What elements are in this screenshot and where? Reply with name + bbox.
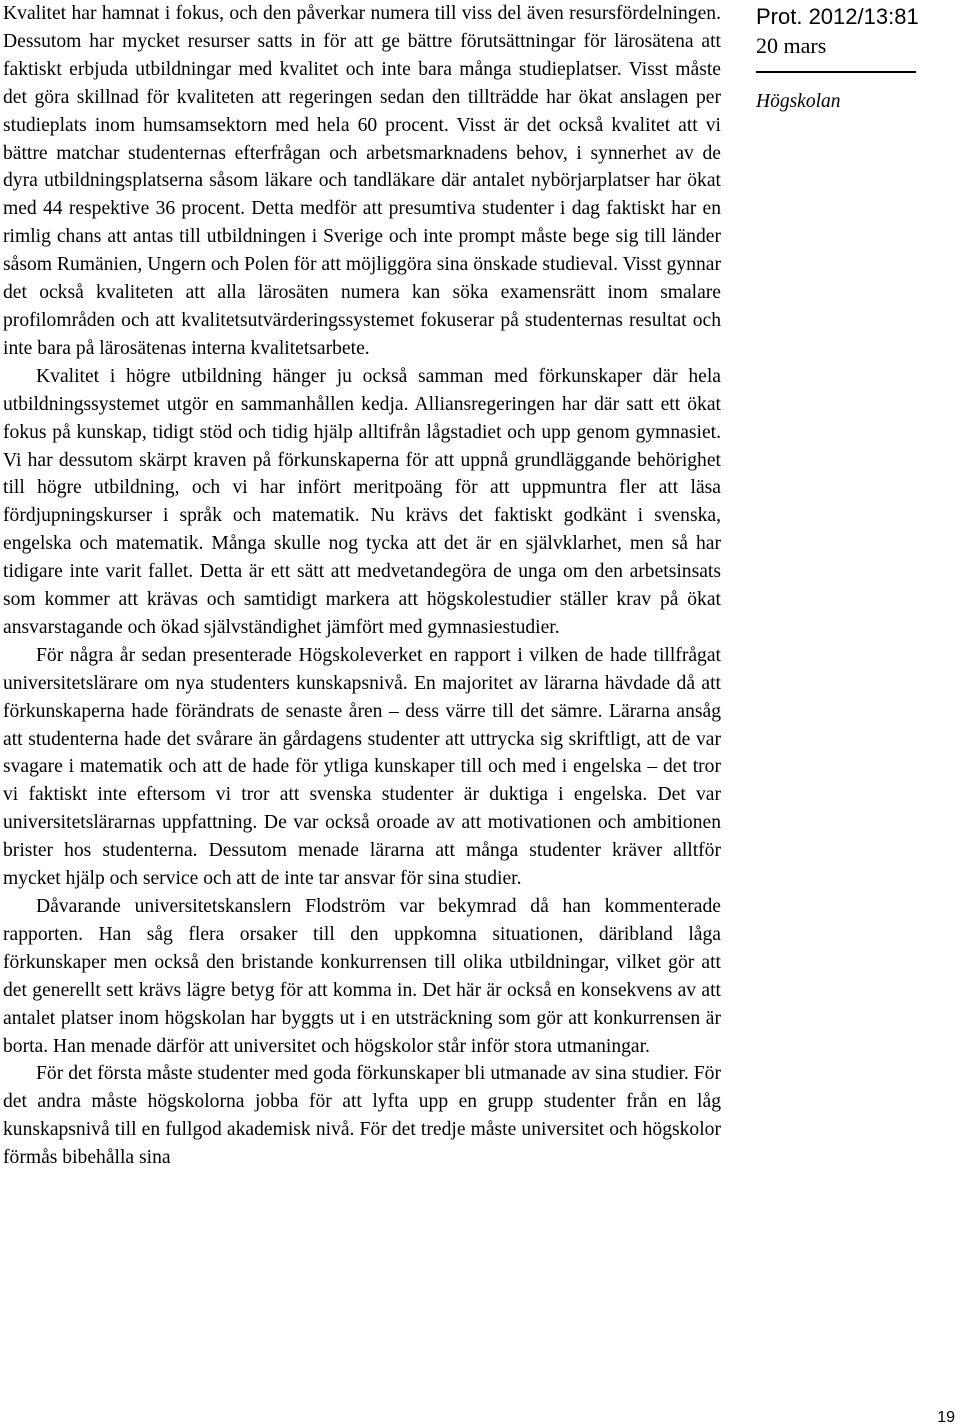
margin-header — [756, 0, 936, 115]
header-divider — [756, 71, 916, 73]
paragraph-4: Dåvarande universitetskanslern Flodström var bekymrad då han kommenterade rapporten. Han såg flera orsaker till den uppkomna situationen, däribland låga förkunskaper men också den bristande konkurrensen till olika utbildningar, vilket gör att det generellt sett krävs lägre betyg för att komma in. Det här är också en konsekvens av att antalet platser inom högskolan har byggts ut i en utsträckning som gör att konkurrensen är borta. Han menade därför att universitet och högskolor står inför stora utmaningar. — [3, 896, 721, 1057]
page-number: 19 — [937, 1409, 955, 1426]
session-date: 20 mars — [756, 33, 827, 58]
protocol-number: Prot. 2012/13:81 — [756, 4, 919, 29]
paragraph-5: För det första måste studenter med goda förkunskaper bli utmanade av sina studier. För det andra måste högskolorna jobba för att lyfta upp en grupp studenter från en låg kunskapsnivå till en fullgod akademisk nivå. För det tredje måste universitet och högskolor förmås bibehålla sina — [3, 1063, 721, 1169]
paragraph-2: Kvalitet i högre utbildning hänger ju också samman med förkunskaper där hela utbildningssystemet utgör en sammanhållen kedja. Alliansregeringen har där satt ett ökat fokus på kunskap, tidigt stöd och tidig hjälp alltifrån lågstadiet och upp genom gymnasiet. Vi har dessutom skärpt kraven på förkunskaperna för att uppnå grundläggande behörighet till högre utbildning, och vi har infört meritpoäng för att uppmuntra fler att läsa fördjupningskurser i språk och matematik. Nu krävs det faktiskt godkänt i svenska, engelska och matematik. Många skulle nog tycka att det är en självklarhet, men så har tidigare inte varit fallet. Detta är ett sätt att medvetandegöra de unga om den arbetsinsats som kommer att krävas och samtidigt markera att högskolestudier ställer krav på ökat ansvarstagande och ökad självständighet jämfört med gymnasiestudier. — [3, 365, 721, 638]
section-title: Högskolan — [756, 91, 841, 112]
main-text-column — [3, 0, 721, 1172]
paragraph-3: För några år sedan presenterade Högskoleverket en rapport i vilken de hade tillfrågat universitetslärare om nya studenters kunskapsnivå. En majoritet av lärarna hävdade då att förkunskaperna hade förändrats de senaste åren – dess värre till det sämre. Lärarna ansåg att studenterna hade det svårare än gårdagens studenter att uttrycka sig skriftligt, att de var svagare i matematik och att de hade för ytliga kunskaper till och med i engelska – det tror vi faktiskt inte eftersom vi tror att svenska studenter är duktiga i engelska. Det var universitetslärarnas uppfattning. De var också oroade av att motivationen och ambitionen brister hos studenterna. Dessutom menade lärarna att många studenter kräver alltför mycket hjälp och service och att de inte tar ansvar för sina studier. — [3, 644, 721, 890]
paragraph-1: Kvalitet har hamnat i fokus, och den påverkar numera till viss del även resursfördelningen. Dessutom har mycket resurser satts in för att ge bättre förutsättningar för lärosätena att faktiskt erbjuda utbildningar med kvalitet och inte bara många studieplatser. Visst måste det göra skillnad för kvaliteten att regeringen sedan den tillträdde har ökat anslagen per studieplats inom humsamsektorn med hela 60 procent. Visst är det också kvalitet att vi bättre matchar studenternas efterfrågan och arbetsmarknadens behov, i synnerhet av de dyra utbildningsplatserna såsom läkare och tandläkare där antalet nybörjarplatser har ökat med 44 respektive 36 procent. Detta medför att presumtiva studenter i dag faktiskt har en rimlig chans att antas till utbildningen i Sverige och inte prompt måste bege sig till länder såsom Rumänien, Ungern och Polen för att möjliggöra sina önskade studieval. Visst gynnar det också kvaliteten att alla lärosäten numera kan söka examensrätt inom smalare profilområden och att kvalitetsutvärderingssystemet fokuserar på studenternas resultat och inte bara på lärosätenas interna kvalitetsarbete. — [3, 3, 721, 359]
